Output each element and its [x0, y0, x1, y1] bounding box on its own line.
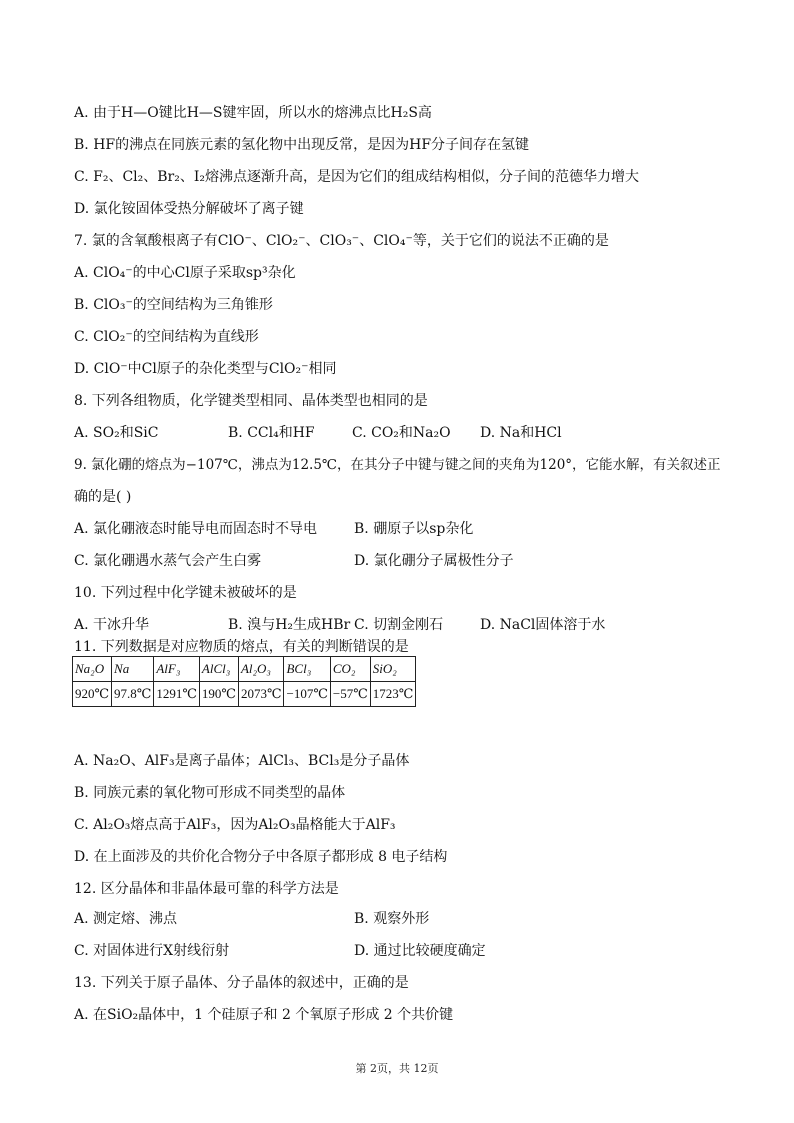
q7-stem: 7. 氯的含氧酸根离子有ClO⁻、ClO₂⁻、ClO₃⁻、ClO₄⁻等，关于它们的说法不正确的是 — [74, 233, 609, 249]
q9-option-c: C. 氯化硼遇水蒸气会产生白雾 — [74, 553, 262, 569]
table-header-cell: Na₂O — [73, 657, 112, 682]
table-header-cell: AlF₃ — [154, 657, 200, 682]
melting-point-table — [72, 656, 416, 707]
table-header-row — [73, 657, 416, 682]
table-header-cell: SiO₂ — [370, 657, 416, 682]
q9-option-b: B. 硼原子以sp杂化 — [354, 521, 474, 537]
q10-option-b: B. 溴与H₂生成HBr — [228, 617, 351, 633]
q9-option-d: D. 氯化硼分子属极性分子 — [354, 553, 514, 569]
table-cell: 190℃ — [199, 682, 238, 707]
q11-option-a: A. Na₂O、AlF₃是离子晶体；AlCl₃、BCl₃是分子晶体 — [74, 753, 410, 769]
q12-option-a: A. 测定熔、沸点 — [74, 911, 178, 927]
q11-stem: 11. 下列数据是对应物质的熔点，有关的判断错误的是 — [74, 639, 409, 655]
q12-option-d: D. 通过比较硬度确定 — [354, 943, 486, 959]
q13-stem: 13. 下列关于原子晶体、分子晶体的叙述中，正确的是 — [74, 975, 409, 991]
q12-stem: 12. 区分晶体和非晶体最可靠的科学方法是 — [74, 881, 339, 897]
q10-option-a: A. 干冰升华 — [74, 617, 150, 633]
table-header-cell: CO₂ — [330, 657, 370, 682]
table-cell: 1291℃ — [154, 682, 200, 707]
q8-option-c: C. CO₂和Na₂O — [352, 425, 451, 441]
table-cell: 920℃ — [73, 682, 112, 707]
table-header-cell: Al₂O₃ — [238, 657, 284, 682]
table-cell: −57℃ — [330, 682, 370, 707]
q6-option-c: C. F₂、Cl₂、Br₂、I₂熔沸点逐渐升高，是因为它们的组成结构相似，分子间的范德华力增大 — [74, 169, 639, 185]
q8-option-a: A. SO₂和SiC — [74, 425, 159, 441]
q6-option-b: B. HF的沸点在同族元素的氢化物中出现反常，是因为HF分子间存在氢键 — [74, 137, 530, 153]
q7-option-d: D. ClO⁻中Cl原子的杂化类型与ClO₂⁻相同 — [74, 361, 337, 377]
q9-stem-line2: 确的是( ) — [74, 489, 132, 505]
q8-option-d: D. Na和HCl — [480, 425, 562, 441]
q12-option-b: B. 观察外形 — [354, 911, 430, 927]
q6-option-a: A. 由于H—O键比H—S键牢固，所以水的熔沸点比H₂S高 — [74, 105, 432, 121]
table-cell: 97.8℃ — [112, 682, 154, 707]
table-header-cell: AlCl₃ — [199, 657, 238, 682]
table-cell: −107℃ — [284, 682, 330, 707]
table-header-cell: BCl₃ — [284, 657, 330, 682]
q10-stem: 10. 下列过程中化学键未被破坏的是 — [74, 585, 297, 601]
q11-option-b: B. 同族元素的氧化物可形成不同类型的晶体 — [74, 785, 346, 801]
q7-option-b: B. ClO₃⁻的空间结构为三角锥形 — [74, 297, 273, 313]
q11-option-d: D. 在上面涉及的共价化合物分子中各原子都形成 8 电子结构 — [74, 849, 448, 865]
q7-option-c: C. ClO₂⁻的空间结构为直线形 — [74, 329, 259, 345]
q10-option-c: C. 切割金刚石 — [354, 617, 444, 633]
table-row — [73, 682, 416, 707]
table-cell: 1723℃ — [370, 682, 416, 707]
table-header-cell: Na — [112, 657, 154, 682]
q9-stem-line1: 9. 氯化硼的熔点为−107℃，沸点为12.5℃，在其分子中键与键之间的夹角为120°，它能水解，有关叙述正 — [74, 457, 721, 473]
q13-option-a: A. 在SiO₂晶体中，1 个硅原子和 2 个氧原子形成 2 个共价键 — [74, 1007, 454, 1023]
q8-stem: 8. 下列各组物质，化学键类型相同、晶体类型也相同的是 — [74, 393, 428, 409]
q11-option-c: C. Al₂O₃熔点高于AlF₃，因为Al₂O₃晶格能大于AlF₃ — [74, 817, 396, 833]
q6-option-d: D. 氯化铵固体受热分解破坏了离子键 — [74, 201, 304, 217]
table-cell: 2073℃ — [238, 682, 284, 707]
q8-option-b: B. CCl₄和HF — [228, 425, 315, 441]
page-footer: 第 2页，共 12页 — [355, 1062, 439, 1075]
q10-option-d: D. NaCl固体溶于水 — [480, 617, 606, 633]
q9-option-a: A. 氯化硼液态时能导电而固态时不导电 — [74, 521, 318, 537]
q7-option-a: A. ClO₄⁻的中心Cl原子采取sp³杂化 — [74, 265, 296, 281]
q12-option-c: C. 对固体进行X射线衍射 — [74, 943, 230, 959]
